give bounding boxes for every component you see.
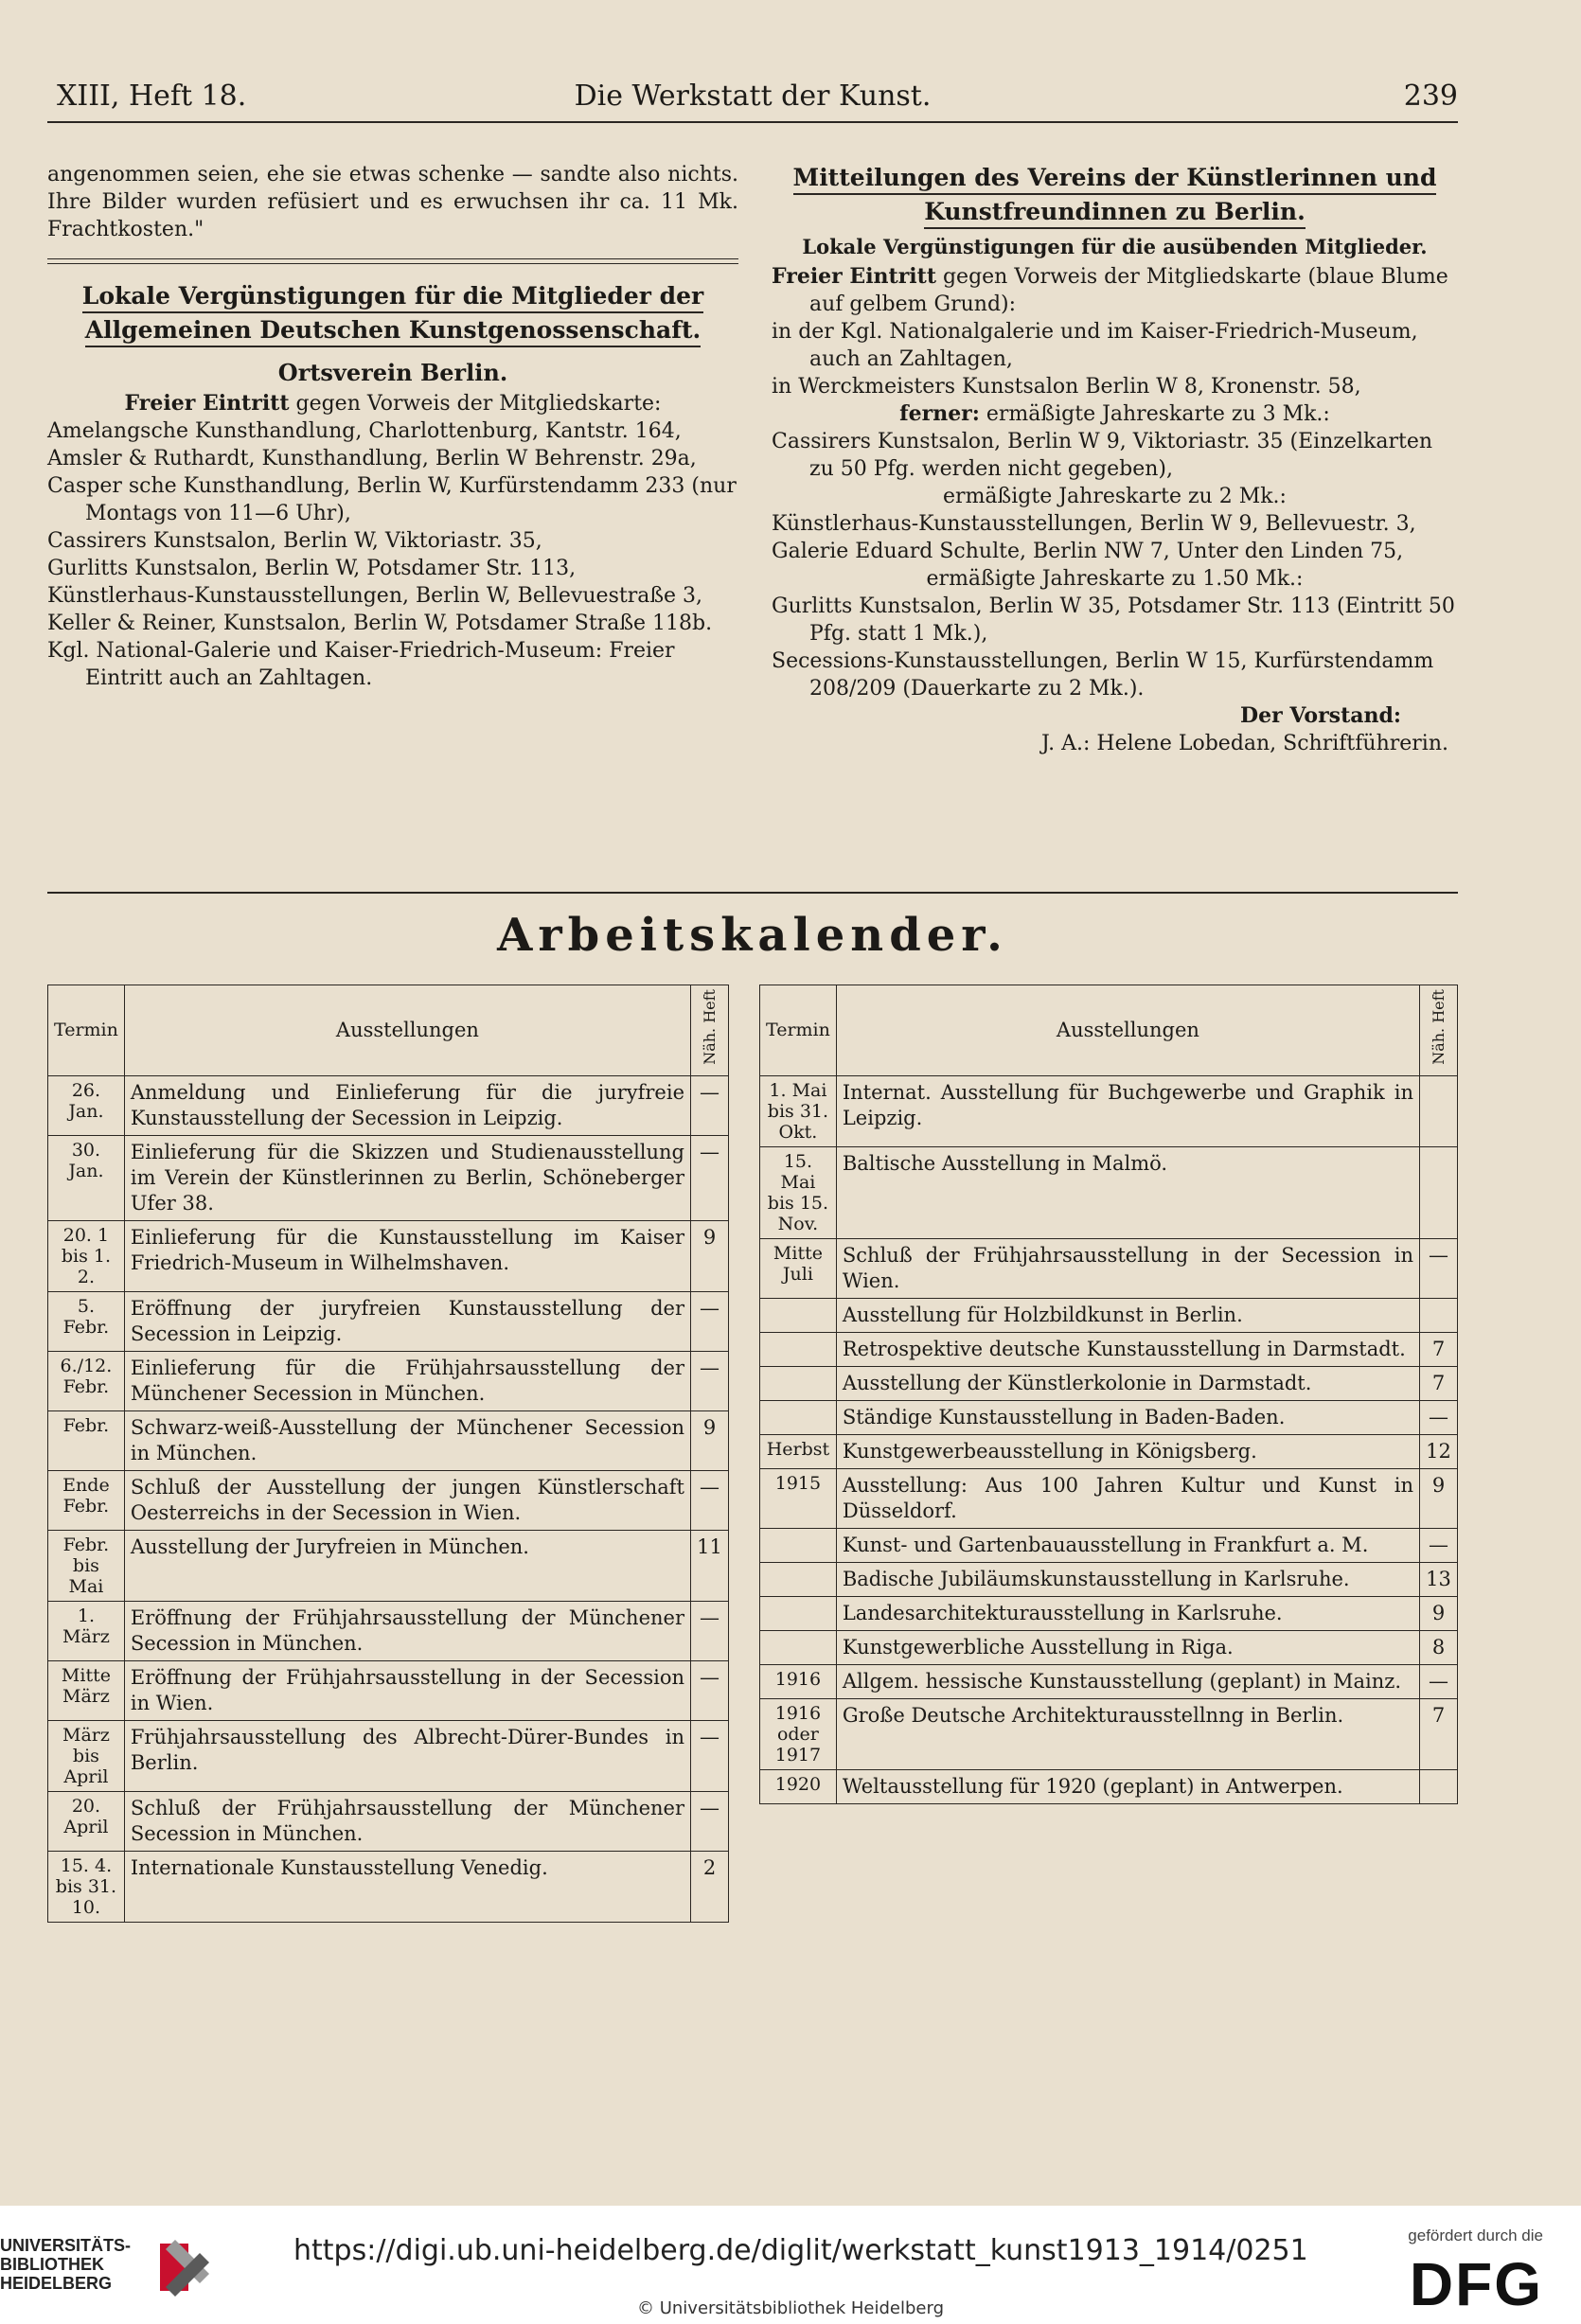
kalender-row xyxy=(48,1720,729,1791)
row-ausstellung: Schluß der Frühjahrsausstellung in der Secession in Wien. xyxy=(836,1238,1419,1298)
col-heft-label: Näh. Heft xyxy=(701,989,719,1065)
section-heading xyxy=(772,161,1458,229)
row-ausstellung: Badische Jubiläumskunstausstellung in Karlsruhe. xyxy=(836,1562,1419,1596)
page-content xyxy=(47,76,1458,2187)
row-termin xyxy=(760,1298,837,1332)
page-divider xyxy=(47,892,1458,894)
kalender-row xyxy=(48,1135,729,1220)
intro-bold: Freier Eintritt xyxy=(124,391,290,416)
row-termin: 15. 4. bis 31. 10. xyxy=(48,1851,125,1922)
row-heft: — xyxy=(1420,1664,1458,1698)
row-heft xyxy=(1420,1769,1458,1803)
row-ausstellung: Kunst- und Gartenbauausstellung in Frankfurt a. M. xyxy=(836,1528,1419,1562)
heading-line-1: Lokale Vergünstigungen für die Mitglieder der xyxy=(82,282,703,313)
list-item: Künstlerhaus-Kunstausstellungen, Berlin W 9, Bellevuestr. 3, xyxy=(772,512,1416,536)
ferner-bold: ferner: xyxy=(899,401,980,426)
row-termin: Ende Febr. xyxy=(48,1470,125,1530)
row-termin: 26. Jan. xyxy=(48,1075,125,1135)
row-ausstellung: Baltische Ausstellung in Malmö. xyxy=(836,1146,1419,1238)
row-termin: März bis April xyxy=(48,1720,125,1791)
kalender-row xyxy=(48,1601,729,1660)
kalender-title: Arbeitskalender. xyxy=(497,909,1008,962)
row-termin: 5. Febr. xyxy=(48,1291,125,1351)
kalender-row xyxy=(760,1434,1458,1468)
col-ausstellungen: Ausstellungen xyxy=(124,985,690,1076)
list-item: Gurlitts Kunstsalon, Berlin W 35, Potsdamer Str. 113 (Eintritt 50 Pfg. statt 1 Mk.), xyxy=(772,594,1455,646)
row-ausstellung: Ausstellung der Juryfreien in München. xyxy=(124,1530,690,1601)
kalender-row xyxy=(760,1400,1458,1434)
row-termin: Febr. xyxy=(48,1410,125,1470)
row-ausstellung: Ausstellung für Holzbildkunst in Berlin. xyxy=(836,1298,1419,1332)
kalender-row xyxy=(760,1562,1458,1596)
row-ausstellung: Einlieferung für die Frühjahrsausstellung der Münchener Secession in München. xyxy=(124,1351,690,1410)
row-ausstellung: Retrospektive deutsche Kunstausstellung in Darmstadt. xyxy=(836,1332,1419,1366)
row-ausstellung: Ausstellung: Aus 100 Jahren Kultur und Kunst in Düsseldorf. xyxy=(836,1468,1419,1528)
kalender-row xyxy=(48,1220,729,1291)
heading-line-1: Mitteilungen des Vereins der Künstlerinnen und xyxy=(793,164,1437,195)
row-heft xyxy=(1420,1146,1458,1238)
kalender-row xyxy=(760,1146,1458,1238)
row-heft: — xyxy=(691,1720,729,1791)
price-line: ermäßigte Jahreskarte zu 2 Mk.: xyxy=(943,485,1287,508)
list-item: Künstlerhaus-Kunstausstellungen, Berlin W, Bellevuestraße 3, xyxy=(47,584,703,608)
row-ausstellung: Schluß der Ausstellung der jungen Künstlerschaft Oesterreichs in der Secession in Wien. xyxy=(124,1470,690,1530)
intro-rest: gegen Vorweis der Mitgliedskarte: xyxy=(289,392,662,416)
row-termin: 6./12. Febr. xyxy=(48,1351,125,1410)
list-item: Gurlitts Kunstsalon, Berlin W, Potsdamer Str. 113, xyxy=(47,557,577,580)
kalender-row xyxy=(48,1470,729,1530)
row-termin xyxy=(760,1630,837,1664)
row-ausstellung: Kunstgewerbliche Ausstellung in Riga. xyxy=(836,1630,1419,1664)
dfg-logo: DFG xyxy=(1409,2250,1543,2318)
row-ausstellung: Schluß der Frühjahrsausstellung der Münchener Secession in München. xyxy=(124,1791,690,1851)
row-ausstellung: Frühjahrsausstellung des Albrecht-Dürer-Bundes in Berlin. xyxy=(124,1720,690,1791)
list-item: Secessions-Kunstausstellungen, Berlin W 15, Kurfürstendamm 208/209 (Dauerkarte zu 2 Mk.). xyxy=(772,649,1434,701)
kalender-row xyxy=(760,1332,1458,1366)
row-heft: 9 xyxy=(691,1410,729,1470)
row-ausstellung: Allgem. hessische Kunstausstellung (geplant) in Mainz. xyxy=(836,1664,1419,1698)
row-termin: Mitte März xyxy=(48,1660,125,1720)
ferner-rest: ermäßigte Jahreskarte zu 3 Mk.: xyxy=(979,402,1330,426)
kalender-row xyxy=(760,1664,1458,1698)
heading-line-2: Kunstfreundinnen zu Berlin. xyxy=(924,198,1306,229)
col-heft-label: Näh. Heft xyxy=(1430,989,1448,1065)
row-termin: 20. 1 bis 1. 2. xyxy=(48,1220,125,1291)
board-label xyxy=(772,702,1458,730)
row-termin: 30. Jan. xyxy=(48,1135,125,1220)
row-ausstellung: Eröffnung der Frühjahrsausstellung der Münchener Secession in München. xyxy=(124,1601,690,1660)
row-ausstellung: Kunstgewerbeausstellung in Königsberg. xyxy=(836,1434,1419,1468)
funding-note: gefördert durch die xyxy=(1408,2226,1543,2244)
col-termin: Termin xyxy=(48,985,125,1076)
kalender-row xyxy=(760,1468,1458,1528)
kalender-row xyxy=(760,1366,1458,1400)
intro-line xyxy=(772,263,1458,318)
continued-text: angenommen seien, ehe sie etwas schenke — sandte also nichts. Ihre Bilder wurden refüsiert und es erwuchsen ihr ca. 11 Mk. Frachtkosten." xyxy=(47,163,738,241)
kalender-row xyxy=(760,1769,1458,1803)
row-ausstellung: Einlieferung für die Kunstausstellung im Kaiser Friedrich-Museum in Wilhelmshaven. xyxy=(124,1220,690,1291)
row-heft: — xyxy=(691,1660,729,1720)
row-ausstellung: Ständige Kunstausstellung in Baden-Baden. xyxy=(836,1400,1419,1434)
row-heft: 7 xyxy=(1420,1698,1458,1769)
col-heft xyxy=(691,985,729,1076)
row-ausstellung: Eröffnung der Frühjahrsausstellung in der Secession in Wien. xyxy=(124,1660,690,1720)
row-heft xyxy=(1420,1298,1458,1332)
row-heft: 9 xyxy=(1420,1468,1458,1528)
row-ausstellung: Weltausstellung für 1920 (geplant) in Antwerpen. xyxy=(836,1769,1419,1803)
ub-logo-icon xyxy=(156,2234,213,2300)
kalender-row xyxy=(48,1660,729,1720)
row-ausstellung: Internationale Kunstausstellung Venedig. xyxy=(124,1851,690,1922)
list-item: Cassirers Kunstsalon, Berlin W, Viktoriastr. 35, xyxy=(47,529,542,553)
list-item: Cassirers Kunstsalon, Berlin W 9, Viktoriastr. 35 (Einzelkarten zu 50 Pfg. werden nicht gegeben), xyxy=(772,430,1433,481)
row-termin xyxy=(760,1366,837,1400)
kalender-row xyxy=(48,1530,729,1601)
row-heft: — xyxy=(691,1291,729,1351)
right-column xyxy=(772,161,1458,757)
row-termin xyxy=(760,1562,837,1596)
kalender-row xyxy=(48,1351,729,1410)
intro-bold: Freier Eintritt xyxy=(772,264,936,289)
list-item: Galerie Eduard Schulte, Berlin NW 7, Unter den Linden 75, xyxy=(772,540,1404,563)
left-column xyxy=(47,161,738,692)
row-termin: 15. Mai bis 15. Nov. xyxy=(760,1146,837,1238)
kalender-row xyxy=(760,1596,1458,1630)
row-ausstellung: Einlieferung für die Skizzen und Studienausstellung im Verein der Künstlerinnen zu Berlin, Schöneberger Ufer 38. xyxy=(124,1135,690,1220)
row-ausstellung: Internat. Ausstellung für Buchgewerbe und Graphik in Leipzig. xyxy=(836,1075,1419,1146)
row-termin xyxy=(760,1528,837,1562)
list-item: Casper sche Kunsthandlung, Berlin W, Kurfürstendamm 233 (nur Montags von 11—6 Uhr), xyxy=(47,474,737,525)
row-termin: 1. Mai bis 31. Okt. xyxy=(760,1075,837,1146)
row-heft: — xyxy=(691,1075,729,1135)
list-item: Amelangsche Kunsthandlung, Charlottenburg, Kantstr. 164, xyxy=(47,419,682,443)
list-item: in Werckmeisters Kunstsalon Berlin W 8, Kronenstr. 58, xyxy=(772,375,1361,399)
kalender-table-left xyxy=(47,985,729,1923)
row-ausstellung: Anmeldung und Einlieferung für die juryfreie Kunstausstellung der Secession in Leipzig. xyxy=(124,1075,690,1135)
row-heft: — xyxy=(691,1601,729,1660)
copyright: © Universitätsbibliothek Heidelberg xyxy=(636,2298,944,2318)
row-termin: 1. März xyxy=(48,1601,125,1660)
kalender-row xyxy=(760,1630,1458,1664)
row-termin: Herbst xyxy=(760,1434,837,1468)
row-heft: — xyxy=(1420,1238,1458,1298)
intro-line xyxy=(47,390,738,417)
library-name: UNIVERSITÄTS- BIBLIOTHEK HEIDELBERG xyxy=(0,2236,132,2293)
row-termin: 1916 oder 1917 xyxy=(760,1698,837,1769)
col-heft xyxy=(1420,985,1458,1076)
row-heft: — xyxy=(691,1791,729,1851)
row-heft: 9 xyxy=(691,1220,729,1291)
row-termin xyxy=(760,1332,837,1366)
row-heft: 13 xyxy=(1420,1562,1458,1596)
row-ausstellung: Landesarchitekturausstellung in Karlsruhe. xyxy=(836,1596,1419,1630)
section-divider xyxy=(47,258,738,264)
row-ausstellung: Schwarz-weiß-Ausstellung der Münchener Secession in München. xyxy=(124,1410,690,1470)
row-heft: 12 xyxy=(1420,1434,1458,1468)
list-item: in der Kgl. Nationalgalerie und im Kaiser-Friedrich-Museum, auch an Zahltagen, xyxy=(772,320,1418,371)
row-heft: 7 xyxy=(1420,1332,1458,1366)
row-termin: 20. April xyxy=(48,1791,125,1851)
row-heft: 11 xyxy=(691,1530,729,1601)
row-heft: 9 xyxy=(1420,1596,1458,1630)
document-url-link[interactable]: https://digi.ub.uni-heidelberg.de/diglit/werkstatt_kunst1913_1914/0251 xyxy=(293,2234,1308,2267)
page-number: 239 xyxy=(1403,80,1458,113)
price-line: ermäßigte Jahreskarte zu 1.50 Mk.: xyxy=(926,567,1304,591)
row-termin: 1920 xyxy=(760,1769,837,1803)
row-heft: — xyxy=(1420,1528,1458,1562)
row-termin xyxy=(760,1596,837,1630)
vorstand-bold: Der Vorstand: xyxy=(1240,703,1401,728)
list-item: Kgl. National-Galerie und Kaiser-Friedrich-Museum: Freier Eintritt auch an Zahltagen. xyxy=(47,639,675,690)
row-heft: — xyxy=(691,1470,729,1530)
kalender-row xyxy=(760,1075,1458,1146)
row-ausstellung: Ausstellung der Künstlerkolonie in Darmstadt. xyxy=(836,1366,1419,1400)
section-heading xyxy=(47,279,738,347)
row-heft: — xyxy=(1420,1400,1458,1434)
row-termin: 1915 xyxy=(760,1468,837,1528)
kalender-row xyxy=(760,1528,1458,1562)
subheading: Lokale Vergünstigungen für die ausübenden Mitglieder. xyxy=(802,235,1428,258)
list-item: Amsler & Ruthardt, Kunsthandlung, Berlin W Behrenstr. 29a, xyxy=(47,447,697,470)
running-header xyxy=(47,76,1458,123)
kalender-row xyxy=(48,1851,729,1922)
list-item: Keller & Reiner, Kunstsalon, Berlin W, Potsdamer Straße 118b. xyxy=(47,612,713,635)
kalender-row xyxy=(48,1410,729,1470)
subheading: Ortsverein Berlin. xyxy=(277,359,508,386)
kalender-row xyxy=(48,1291,729,1351)
col-ausstellungen: Ausstellungen xyxy=(836,985,1419,1076)
row-heft: — xyxy=(691,1351,729,1410)
row-ausstellung: Große Deutsche Architekturausstellnng in Berlin. xyxy=(836,1698,1419,1769)
kalender-row xyxy=(760,1698,1458,1769)
row-heft: 7 xyxy=(1420,1366,1458,1400)
intro-rest: gegen Vorweis der Mitgliedskarte (blaue Blume auf gelbem Grund): xyxy=(809,265,1448,316)
kalender-table-right xyxy=(759,985,1458,1804)
ferner-line xyxy=(772,400,1458,428)
row-termin xyxy=(760,1400,837,1434)
col-termin: Termin xyxy=(760,985,837,1076)
journal-title: Die Werkstatt der Kunst. xyxy=(574,80,932,113)
row-ausstellung: Eröffnung der juryfreien Kunstausstellung der Secession in Leipzig. xyxy=(124,1291,690,1351)
row-termin: Febr. bis Mai xyxy=(48,1530,125,1601)
kalender-row xyxy=(760,1298,1458,1332)
row-termin: Mitte Juli xyxy=(760,1238,837,1298)
signature: J. A.: Helene Lobedan, Schriftführerin. xyxy=(1041,732,1448,755)
issue-label: XIII, Heft 18. xyxy=(57,80,247,113)
viewer-footer xyxy=(0,2206,1581,2324)
kalender-row xyxy=(48,1075,729,1135)
heading-line-2: Allgemeinen Deutschen Kunstgenossenschaft. xyxy=(85,316,701,347)
row-heft: 2 xyxy=(691,1851,729,1922)
row-heft: 8 xyxy=(1420,1630,1458,1664)
row-termin: 1916 xyxy=(760,1664,837,1698)
row-heft: — xyxy=(691,1135,729,1220)
row-heft xyxy=(1420,1075,1458,1146)
kalender-row xyxy=(760,1238,1458,1298)
kalender-row xyxy=(48,1791,729,1851)
